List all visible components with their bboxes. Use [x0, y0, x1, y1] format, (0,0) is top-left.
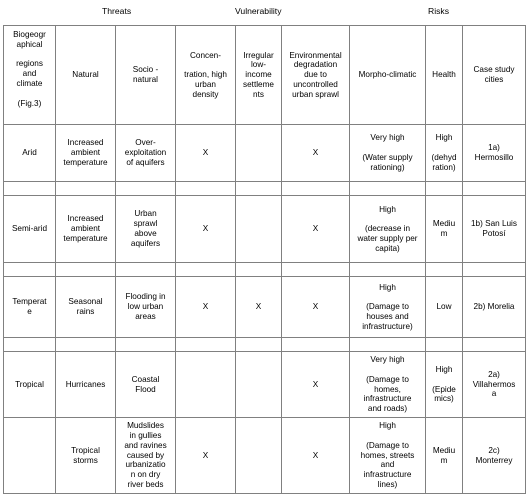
spacer-row — [4, 182, 526, 196]
climate-risk-table — [3, 25, 526, 494]
table-row — [4, 418, 526, 494]
table-cell: Very high (Water supply rationing) — [350, 125, 426, 182]
header-cell: Natural — [56, 26, 116, 125]
table-cell: 2a) Villahermos a — [463, 352, 526, 418]
table-cell: Mudslides in gullies and ravines caused by urbanizatio n on dry river beds — [116, 418, 176, 494]
table-cell: High (decrease in water supply per capita) — [350, 196, 426, 263]
table-cell — [236, 196, 282, 263]
table-cell: X — [282, 196, 350, 263]
table-cell: High (dehyd ration) — [426, 125, 463, 182]
table-row — [4, 352, 526, 418]
table-cell: Increased ambient temperature — [56, 196, 116, 263]
threats-group-header: Threats — [102, 6, 132, 16]
table-cell: 2c) Monterrey — [463, 418, 526, 494]
table-cell: Very high (Damage to homes, infrastructure and roads) — [350, 352, 426, 418]
spacer-row — [4, 338, 526, 352]
table-cell: X — [176, 196, 236, 263]
table-row — [4, 125, 526, 182]
table-cell: Low — [426, 277, 463, 338]
table-cell: 1a) Hermosillo — [463, 125, 526, 182]
table-cell — [176, 352, 236, 418]
table-cell: 1b) San Luis Potosí — [463, 196, 526, 263]
table-cell: Over- exploitation of aquifers — [116, 125, 176, 182]
table-cell: Tropical storms — [56, 418, 116, 494]
table-cell: Temperat e — [4, 277, 56, 338]
header-cell: Biogeogr aphical regions and climate (Fig.3) — [4, 26, 56, 125]
header-cell: Case study cities — [463, 26, 526, 125]
table-cell — [4, 418, 56, 494]
spacer-row — [4, 263, 526, 277]
vulnerability-group-header: Vulnerability — [235, 6, 282, 16]
table-cell: High (Damage to homes, streets and infrastructure lines) — [350, 418, 426, 494]
header-cell: Environmental degradation due to uncontrolled urban sprawl — [282, 26, 350, 125]
table-cell — [236, 418, 282, 494]
table-header-row — [4, 26, 526, 125]
table-cell: Mediu m — [426, 418, 463, 494]
table-cell: High (Epide mics) — [426, 352, 463, 418]
table-cell: X — [282, 125, 350, 182]
table-cell: Seasonal rains — [56, 277, 116, 338]
table-cell: 2b) Morelia — [463, 277, 526, 338]
table-cell — [236, 352, 282, 418]
table-cell: X — [176, 418, 236, 494]
table-cell: Hurricanes — [56, 352, 116, 418]
table-cell: Semi-arid — [4, 196, 56, 263]
table-cell: High (Damage to houses and infrastructure) — [350, 277, 426, 338]
table-cell: Urban sprawl above aquifers — [116, 196, 176, 263]
table-cell: X — [282, 418, 350, 494]
table-cell: X — [176, 277, 236, 338]
header-cell: Irregular low- income settleme nts — [236, 26, 282, 125]
table-cell: Increased ambient temperature — [56, 125, 116, 182]
header-cell: Socio - natural — [116, 26, 176, 125]
table-row — [4, 277, 526, 338]
table-cell: X — [176, 125, 236, 182]
table-cell: Mediu m — [426, 196, 463, 263]
table-cell: Flooding in low urban areas — [116, 277, 176, 338]
table-row — [4, 196, 526, 263]
risks-group-header: Risks — [428, 6, 450, 16]
header-cell: Health — [426, 26, 463, 125]
table-cell: X — [236, 277, 282, 338]
header-cell: Concen- tration, high urban density — [176, 26, 236, 125]
table-cell: Arid — [4, 125, 56, 182]
table-cell: X — [282, 352, 350, 418]
table-cell: X — [282, 277, 350, 338]
table-cell — [236, 125, 282, 182]
header-cell: Morpho-climatic — [350, 26, 426, 125]
table-cell: Coastal Flood — [116, 352, 176, 418]
table-cell: Tropical — [4, 352, 56, 418]
